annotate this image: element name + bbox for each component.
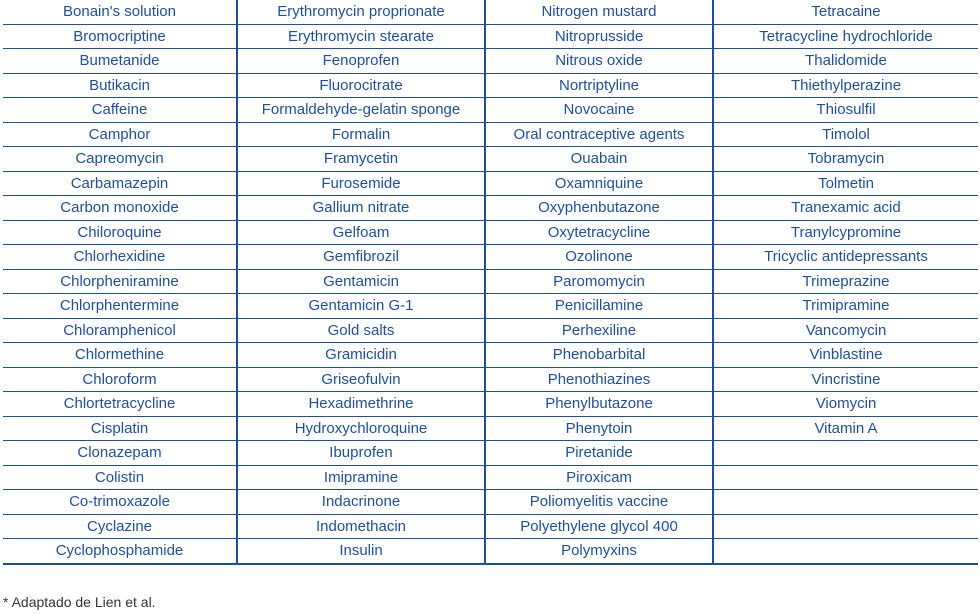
table-cell: Caffeine [3, 98, 237, 123]
table-cell: Gemfibrozil [237, 245, 485, 270]
table-cell: Perhexiline [485, 318, 713, 343]
table-cell: Phenylbutazone [485, 392, 713, 417]
table-cell: Hexadimethrine [237, 392, 485, 417]
table-cell: Gramicidin [237, 343, 485, 368]
table-cell: Nitrogen mustard [485, 0, 713, 24]
table-cell: Tetracaine [713, 0, 978, 24]
table-cell: Imipramine [237, 465, 485, 490]
table-cell: Tranexamic acid [713, 196, 978, 221]
table-cell: Phenytoin [485, 416, 713, 441]
table-cell: Gallium nitrate [237, 196, 485, 221]
table-cell: Griseofulvin [237, 367, 485, 392]
table-cell: Nortriptyline [485, 73, 713, 98]
table-cell: Vitamin A [713, 416, 978, 441]
table-cell: Phenobarbital [485, 343, 713, 368]
table-cell: Tranylcypromine [713, 220, 978, 245]
table-row [3, 514, 978, 539]
table-cell: Fluorocitrate [237, 73, 485, 98]
table-cell: Vancomycin [713, 318, 978, 343]
table-cell: Piretanide [485, 441, 713, 466]
table-row [3, 0, 978, 24]
table-row [3, 441, 978, 466]
table-cell: Fenoprofen [237, 49, 485, 74]
table-cell: Vincristine [713, 367, 978, 392]
table-row [3, 539, 978, 564]
table-row [3, 343, 978, 368]
table-cell: Novocaine [485, 98, 713, 123]
table-cell: Furosemide [237, 171, 485, 196]
table-row [3, 465, 978, 490]
table-cell: Gelfoam [237, 220, 485, 245]
table-cell: Chlormethine [3, 343, 237, 368]
table-cell: Gentamicin [237, 269, 485, 294]
table-cell: Erythromycin proprionate [237, 0, 485, 24]
table-cell: Capreomycin [3, 147, 237, 172]
table-cell: Thiethylperazine [713, 73, 978, 98]
table-cell: Cisplatin [3, 416, 237, 441]
table-cell: Gentamicin G-1 [237, 294, 485, 319]
table-cell: Chloroform [3, 367, 237, 392]
table-cell: Butikacin [3, 73, 237, 98]
table-row [3, 416, 978, 441]
table-row [3, 220, 978, 245]
table-cell: Chloramphenicol [3, 318, 237, 343]
table-row [3, 318, 978, 343]
table-row [3, 490, 978, 515]
table-cell [713, 490, 978, 515]
table-row [3, 147, 978, 172]
table-cell: Framycetin [237, 147, 485, 172]
drug-table-body [3, 0, 978, 564]
table-cell: Oxytetracycline [485, 220, 713, 245]
table-cell: Gold salts [237, 318, 485, 343]
table-row [3, 196, 978, 221]
table-row [3, 367, 978, 392]
table-cell: Erythromycin stearate [237, 24, 485, 49]
table-cell: Formalin [237, 122, 485, 147]
table-cell: Camphor [3, 122, 237, 147]
table-cell [713, 539, 978, 564]
footnote: * Adaptado de Lien et al. [3, 594, 156, 610]
table-cell: Oxamniquine [485, 171, 713, 196]
table-cell: Chlortetracycline [3, 392, 237, 417]
table-row [3, 49, 978, 74]
table-cell: Poliomyelitis vaccine [485, 490, 713, 515]
table-cell: Bumetanide [3, 49, 237, 74]
table-cell: Clonazepam [3, 441, 237, 466]
drug-table [3, 0, 978, 565]
table-cell: Penicillamine [485, 294, 713, 319]
table-cell: Trimipramine [713, 294, 978, 319]
table-row [3, 171, 978, 196]
table-cell: Bromocriptine [3, 24, 237, 49]
table-cell: Chiloroquine [3, 220, 237, 245]
table-cell [713, 441, 978, 466]
table-cell: Thalidomide [713, 49, 978, 74]
table-cell: Phenothiazines [485, 367, 713, 392]
table-row [3, 294, 978, 319]
table-cell: Indomethacin [237, 514, 485, 539]
table-cell: Tolmetin [713, 171, 978, 196]
table-cell: Cyclophosphamide [3, 539, 237, 564]
table-cell: Oxyphenbutazone [485, 196, 713, 221]
table-cell: Indacrinone [237, 490, 485, 515]
table-cell: Nitroprusside [485, 24, 713, 49]
table-cell: Chlorpheniramine [3, 269, 237, 294]
table-cell: Polymyxins [485, 539, 713, 564]
table-row [3, 73, 978, 98]
table-cell: Tricyclic antidepressants [713, 245, 978, 270]
table-cell: Trimeprazine [713, 269, 978, 294]
table-cell: Paromomycin [485, 269, 713, 294]
table-cell: Carbon monoxide [3, 196, 237, 221]
table-cell: Chlorphentermine [3, 294, 237, 319]
table-cell: Carbamazepin [3, 171, 237, 196]
table-cell: Ouabain [485, 147, 713, 172]
table-cell: Insulin [237, 539, 485, 564]
table-cell: Tetracycline hydrochloride [713, 24, 978, 49]
table-cell: Nitrous oxide [485, 49, 713, 74]
table-cell: Vinblastine [713, 343, 978, 368]
table-cell: Thiosulfil [713, 98, 978, 123]
table-cell: Timolol [713, 122, 978, 147]
table-cell: Ibuprofen [237, 441, 485, 466]
table-row [3, 24, 978, 49]
table-row [3, 98, 978, 123]
table-cell: Bonain's solution [3, 0, 237, 24]
table-cell: Tobramycin [713, 147, 978, 172]
table-cell: Colistin [3, 465, 237, 490]
table-cell [713, 514, 978, 539]
table-cell [713, 465, 978, 490]
table-cell: Hydroxychloroquine [237, 416, 485, 441]
table-cell: Co-trimoxazole [3, 490, 237, 515]
table-row [3, 245, 978, 270]
table-cell: Ozolinone [485, 245, 713, 270]
table-cell: Oral contraceptive agents [485, 122, 713, 147]
table-cell: Formaldehyde-gelatin sponge [237, 98, 485, 123]
table-cell: Piroxicam [485, 465, 713, 490]
table-cell: Cyclazine [3, 514, 237, 539]
table-cell: Polyethylene glycol 400 [485, 514, 713, 539]
table-cell: Viomycin [713, 392, 978, 417]
table-row [3, 122, 978, 147]
table-row [3, 269, 978, 294]
table-cell: Chlorhexidine [3, 245, 237, 270]
table-row [3, 392, 978, 417]
